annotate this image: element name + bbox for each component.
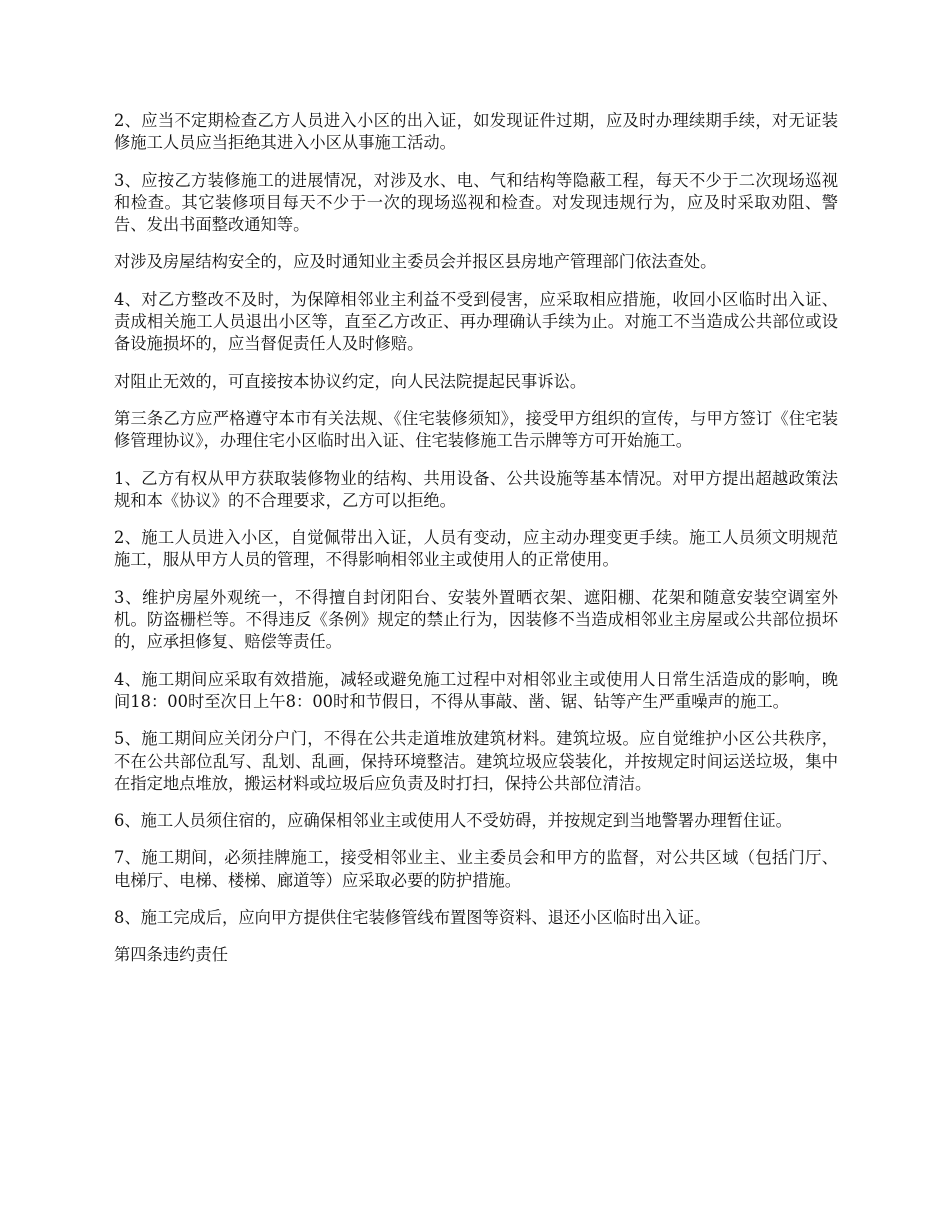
paragraph: 5、施工期间应关闭分户门，不得在公共走道堆放建筑材料。建筑垃圾。应自觉维护小区公共秩序，不在公共部位乱写、乱划、乱画，保持环境整洁。建筑垃圾应袋装化，并按规定时间运送垃圾，集中在指定地点堆放，搬运材料或垃圾后应负责及时打扫，保持公共部位清洁。	[114, 729, 838, 793]
paragraph: 6、施工人员须住宿的，应确保相邻业主或使用人不受妨碍，并按规定到当地警署办理暂住证。	[114, 811, 792, 831]
paragraph: 8、施工完成后，应向甲方提供住宅装修管线布置图等资料、退还小区临时出入证。	[114, 908, 711, 928]
paragraph: 4、对乙方整改不及时，为保障相邻业主利益不受到侵害，应采取相应措施，收回小区临时出入证、责成相关施工人员退出小区等，直至乙方改正、再办理确认手续为止。对施工不当造成公共部位或设备设施损坏的，应当督促责任人及时修赔。	[114, 289, 838, 354]
paragraph: 1、乙方有权从甲方获取装修物业的结构、共用设备、公共设施等基本情况。对甲方提出超越政策法规和本《协议》的不合理要求，乙方可以拒绝。	[114, 468, 838, 510]
paragraph: 4、施工期间应采取有效措施，减轻或避免施工过程中对相邻业主或使用人日常生活造成的影响，晚间18：00时至次日上午8：00时和节假日，不得从事敲、凿、锯、钻等产生严重噪声的施工。	[114, 669, 838, 711]
paragraph: 3、维护房屋外观统一，不得擅自封闭阳台、安装外置晒衣架、遮阳棚、花架和随意安装空调室外机。防盗栅栏等。不得违反《条例》规定的禁止行为，因装修不当造成相邻业主房屋或公共部位损坏的，应承担修复、赔偿等责任。	[114, 587, 838, 652]
paragraph: 对阻止无效的，可直接按本协议约定，向人民法院提起民事诉讼。	[114, 371, 587, 391]
paragraph: 3、应按乙方装修施工的进展情况，对涉及水、电、气和结构等隐蔽工程，每天不少于二次现场巡视和检查。其它装修项目每天不少于一次的现场巡视和检查。对发现违规行为，应及时采取劝阻、警告、发出书面整改通知等。	[114, 170, 838, 235]
paragraph: 7、施工期间，必须挂牌施工，接受相邻业主、业主委员会和甲方的监督，对公共区域（包括门厅、电梯厅、电梯、楼梯、廊道等）应采取必要的防护措施。	[114, 848, 838, 890]
paragraph: 2、施工人员进入小区，自觉佩带出入证，人员有变动，应主动办理变更手续。施工人员须文明规范施工，服从甲方人员的管理，不得影响相邻业主或使用人的正常使用。	[114, 528, 838, 570]
section-heading-article-4: 第四条违约责任	[114, 945, 228, 965]
paragraph: 对涉及房屋结构安全的，应及时通知业主委员会并报区县房地产管理部门依法查处。	[114, 252, 717, 272]
section-article-3: 第三条乙方应严格遵守本市有关法规、《住宅装修须知》，接受甲方组织的宣传，与甲方签订《住宅装修管理协议》，办理住宅小区临时出入证、住宅装修施工告示牌等方可开始施工。	[114, 408, 838, 451]
paragraph: 2、应当不定期检查乙方人员进入小区的出入证，如发现证件过期，应及时办理续期手续，对无证装修施工人员应当拒绝其进入小区从事施工活动。	[114, 111, 838, 153]
